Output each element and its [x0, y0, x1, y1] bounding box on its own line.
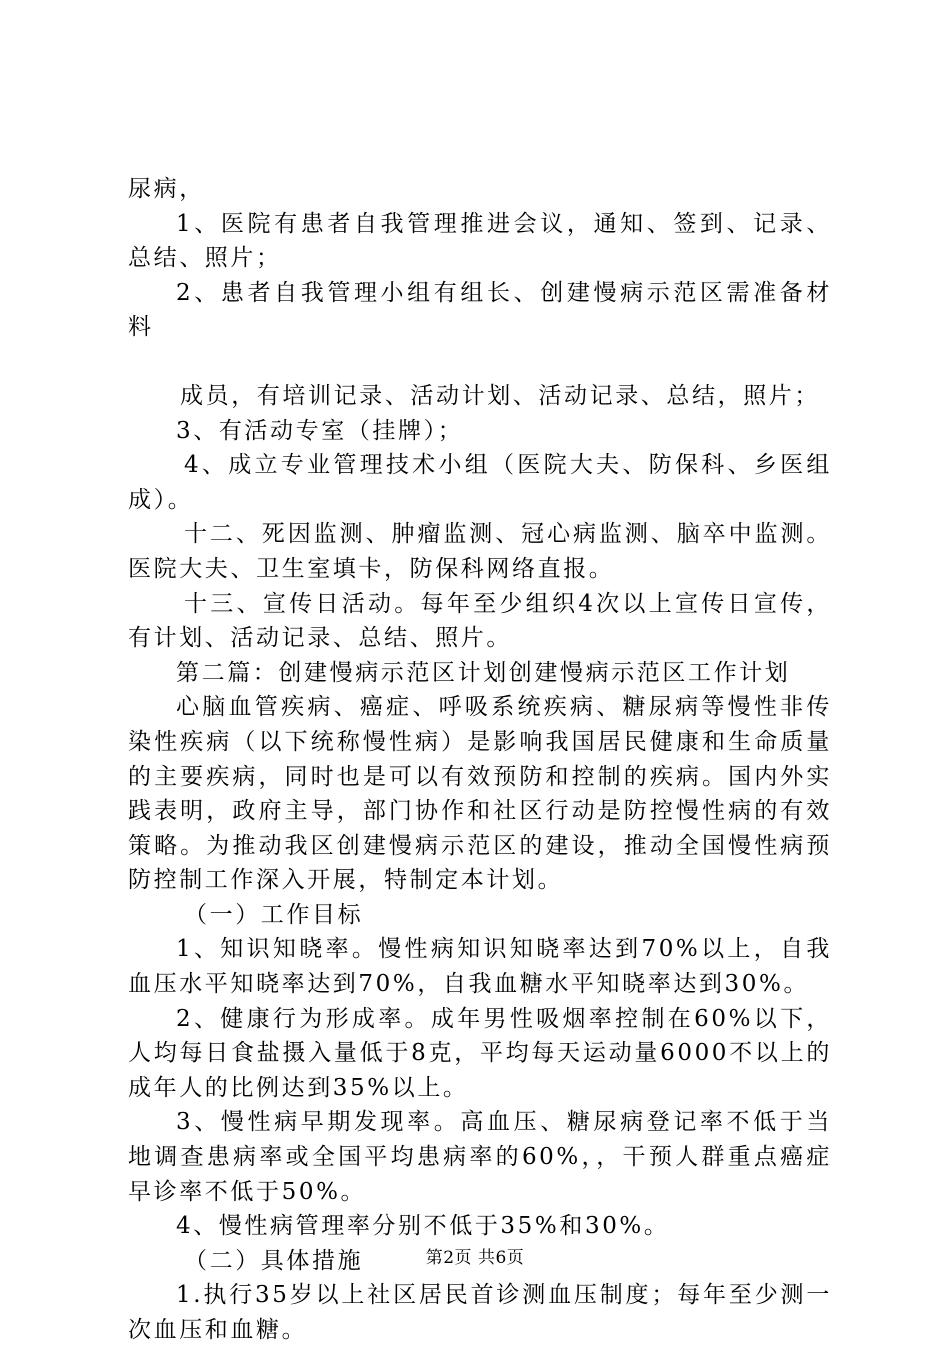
page-footer	[0, 1243, 950, 1268]
paragraph-section-13: 十三、宣传日活动。每年至少组织4次以上宣传日宣传，有计划、活动记录、总结、照片。	[128, 590, 832, 652]
paragraph-goal-4: 4、慢性病管理率分别不低于35%和30%。	[176, 1213, 670, 1240]
paragraph-item-2-continued: 成员，有培训记录、活动计划、活动记录、总结，照片；	[180, 382, 820, 409]
paragraph-section-12: 十二、死因监测、肿瘤监测、冠心病监测、脑卒中监测。医院大夫、卫生室填卡，防保科网络直报。	[128, 521, 832, 582]
page-number-label: 第2页 共6页	[425, 1248, 525, 1268]
document-body	[128, 172, 832, 1348]
paragraph-goal-3: 3、慢性病早期发现率。高血压、糖尿病登记率不低于当地调查患病率或全国平均患病率的60%，，干预人群重点癌症早诊率不低于50%。	[128, 1109, 832, 1205]
paragraph-chapter-heading: 第二篇：创建慢病示范区计划创建慢病示范区工作计划	[176, 659, 791, 686]
paragraph-item-4: 4、成立专业管理技术小组（医院大夫、防保科、乡医组成）。	[128, 452, 832, 513]
paragraph-measure-1: 1.执行35岁以上社区居民首诊测血压制度；每年至少测一次血压和血糖。	[128, 1282, 832, 1343]
paragraph-item-3: 3、有活动专室（挂牌）；	[176, 417, 464, 444]
paragraph-heading-goals: （一）工作目标	[184, 901, 364, 928]
paragraph-heading-measures: （二）具体措施	[184, 1247, 364, 1274]
paragraph-continuation: 尿病，	[128, 176, 205, 202]
paragraph-item-2: 2、患者自我管理小组有组长、创建慢病示范区需准备材料	[128, 279, 832, 341]
paragraph-goal-1: 1、知识知晓率。慢性病知识知晓率达到70%以上，自我血压水平知晓率达到70%，自我血糖水平知晓率达到30%。	[128, 936, 832, 998]
paragraph-item-1: 1、医院有患者自我管理推进会议，通知、签到、记录、总结、照片；	[128, 210, 832, 272]
paragraph-goal-2: 2、健康行为形成率。成年男性吸烟率控制在60%以下，人均每日食盐摄入量低于8克，平均每天运动量6000不以上的成年人的比例达到35%以上。	[128, 1005, 832, 1101]
paragraph-intro: 心脑血管疾病、癌症、呼吸系统疾病、糖尿病等慢性非传染性疾病（以下统称慢性病）是影响我国居民健康和生命质量的主要疾病，同时也是可以有效预防和控制的疾病。国内外实践表明，政府主导，部门协作和社区行动是防控慢性病的有效策略。为推动我区创建慢病示范区的建设，推动全国慢性病预防控制工作深入开展，特制定本计划。	[128, 694, 832, 894]
